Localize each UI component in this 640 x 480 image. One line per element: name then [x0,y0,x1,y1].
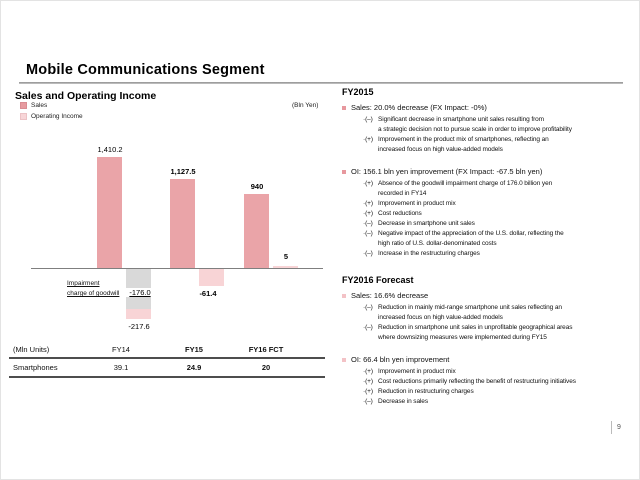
units-table-col-fy15: FY15 [185,345,203,354]
bullet-item [363,323,628,343]
sign-label: ·(–) [363,116,373,123]
sign-label: ·(+) [363,388,373,395]
bullet-line: Reduction in restructuring charges [378,388,474,395]
sales-legend-swatch-icon [20,102,27,109]
lead-text: OI: 156.1 bln yen improvement (FX Impact: -67.5 bln yen) [351,167,543,176]
bullet-text [378,367,628,377]
impairment-annotation-line2: charge of goodwill [67,290,120,297]
lead-bullet [342,103,628,112]
units-fy16-value: 20 [261,363,271,372]
units-table-unit-header: (Mln Units) [13,345,50,354]
section-fy2016-forecast [342,275,628,407]
bullet-text [378,199,628,209]
lead-text: OI: 66.4 bln yen improvement [351,355,450,364]
bullet-line: Reduction in mainly mid-range smartphone unit sales reflecting an [378,304,562,311]
title-divider [19,82,623,84]
bullet-line: increased focus on high value-added models [378,314,503,321]
chart-title: Sales and Operating Income [15,90,157,102]
bullet-line: where downsizing measures were implemented during FY15 [378,334,547,341]
lead-bullet [342,291,628,300]
bullet-item [363,199,628,209]
fy16-operating-income-value-label: 5 [283,252,289,261]
sign-label: ·(–) [363,324,373,331]
fy14-operating-income-bar [126,309,151,319]
fy15-sales-value-label: 1,127.5 [170,167,196,176]
sign-label: ·(–) [363,304,373,311]
bullet-line: Cost reductions [378,210,422,217]
oi-block [342,167,628,259]
lead-text: Sales: 16.6% decrease [351,291,429,300]
bullet-line: recorded in FY14 [378,190,427,197]
commentary-column [342,87,628,419]
section-heading: FY2016 Forecast [342,275,414,285]
page-number-area [611,420,621,434]
bullet-line: Negative impact of the appreciation of the U.S. dollar, reflecting the [378,230,564,237]
bullet-square-icon [342,294,346,298]
fy14-operating-income-value-label: -217.6 [128,322,150,331]
page-number: 9 [617,423,621,431]
bullet-line: Improvement in product mix [378,200,456,207]
legend-item-operating-income [20,113,83,120]
sales-block [342,103,628,155]
bullet-item [363,367,628,377]
units-table-col-fy14: FY14 [112,345,130,354]
bullet-line: Decrease in sales [378,398,428,405]
sign-label: ·(+) [363,378,373,385]
sign-label: ·(+) [363,200,373,207]
fy14-sales-bar [97,157,122,268]
units-fy14-value: 39.1 [113,363,129,372]
lead-bullet [342,167,628,176]
sign-label: ·(–) [363,230,373,237]
fy14-sales-value-label: 1,410.2 [97,145,123,154]
bullet-line: Absence of the goodwill impairment charge of 176.0 billion yen [378,180,553,187]
bullet-item [363,219,628,229]
bullet-text [378,229,628,249]
fy15-operating-income-value-label: -61.4 [199,289,217,298]
bullet-text [378,397,628,407]
sign-label: ·(–) [363,398,373,405]
section-fy2015 [342,87,628,259]
bullet-text [378,179,628,199]
bullet-text [378,249,628,259]
sign-label: ·(+) [363,368,373,375]
bullet-line: high ratio of U.S. dollar-denominated costs [378,240,497,247]
sign-label: ·(–) [363,250,373,257]
legend-sales-label: Sales [31,102,48,109]
legend-item-sales [20,102,47,109]
chart-unit-label: (Bln Yen) [292,102,319,109]
bullet-line: increased focus on high value-added models [378,146,503,153]
impairment-annotation [67,279,119,299]
x-axis-line [31,268,323,269]
bullet-square-icon [342,170,346,174]
bullet-item [363,179,628,199]
bullet-line: a strategic decision not to pursue scale in order to improve profitability [378,126,572,133]
fy16-sales-value-label: 940 [250,182,264,191]
bullet-item [363,209,628,219]
bullet-line: Cost reductions primarily reflecting the benefit of restructuring initiatives [378,378,576,385]
fy15-sales-bar [170,179,195,268]
smartphone-units-table [9,345,325,379]
bullet-text [378,219,628,229]
bullet-text [378,387,628,397]
bullet-text [378,135,628,155]
slide-title: Mobile Communications Segment [26,62,265,78]
table-rule-bottom [9,376,325,378]
bullet-item [363,397,628,407]
page-number-divider [611,421,612,434]
oi-block [342,355,628,407]
bullet-line: Improvement in product mix [378,368,456,375]
legend-operating-income-label: Operating Income [31,113,83,120]
bullet-item [363,135,628,155]
bullet-line: Improvement in the product mix of smartphones, reflecting an [378,136,549,143]
fy14-impairment-value-label: -176.0 [125,288,155,297]
bullet-square-icon [342,358,346,362]
bullet-text [378,115,628,135]
bullet-text [378,323,628,343]
bullet-line: Decrease in smartphone unit sales [378,220,475,227]
bullet-text [378,377,628,387]
bullet-line: Significant decrease in smartphone unit sales resulting from [378,116,544,123]
bullet-line: Reduction in smartphone unit sales in unprofitable geographical areas [378,324,573,331]
bullet-item [363,303,628,323]
bullet-text [378,303,628,323]
bullet-item [363,377,628,387]
bullet-item [363,249,628,259]
table-rule-top [9,357,325,359]
impairment-annotation-line1: Impairment [67,280,100,287]
bullet-item [363,115,628,135]
bullet-line: Increase in the restructuring charges [378,250,480,257]
sales-block [342,291,628,343]
lead-text: Sales: 20.0% decrease (FX Impact: -0%) [351,103,487,112]
lead-bullet [342,355,628,364]
sign-label: ·(+) [363,180,373,187]
units-fy15-value: 24.9 [186,363,202,372]
bullet-square-icon [342,106,346,110]
bullet-item [363,229,628,249]
fy15-operating-income-bar [199,269,224,286]
bullet-text [378,209,628,219]
sign-label: ·(+) [363,136,373,143]
units-table-row-label: Smartphones [13,363,58,372]
operating-income-legend-swatch-icon [20,113,27,120]
bullet-item [363,387,628,397]
units-table-col-fy16fct: FY16 FCT [248,345,284,354]
sign-label: ·(+) [363,210,373,217]
sign-label: ·(–) [363,220,373,227]
section-heading: FY2015 [342,87,374,97]
